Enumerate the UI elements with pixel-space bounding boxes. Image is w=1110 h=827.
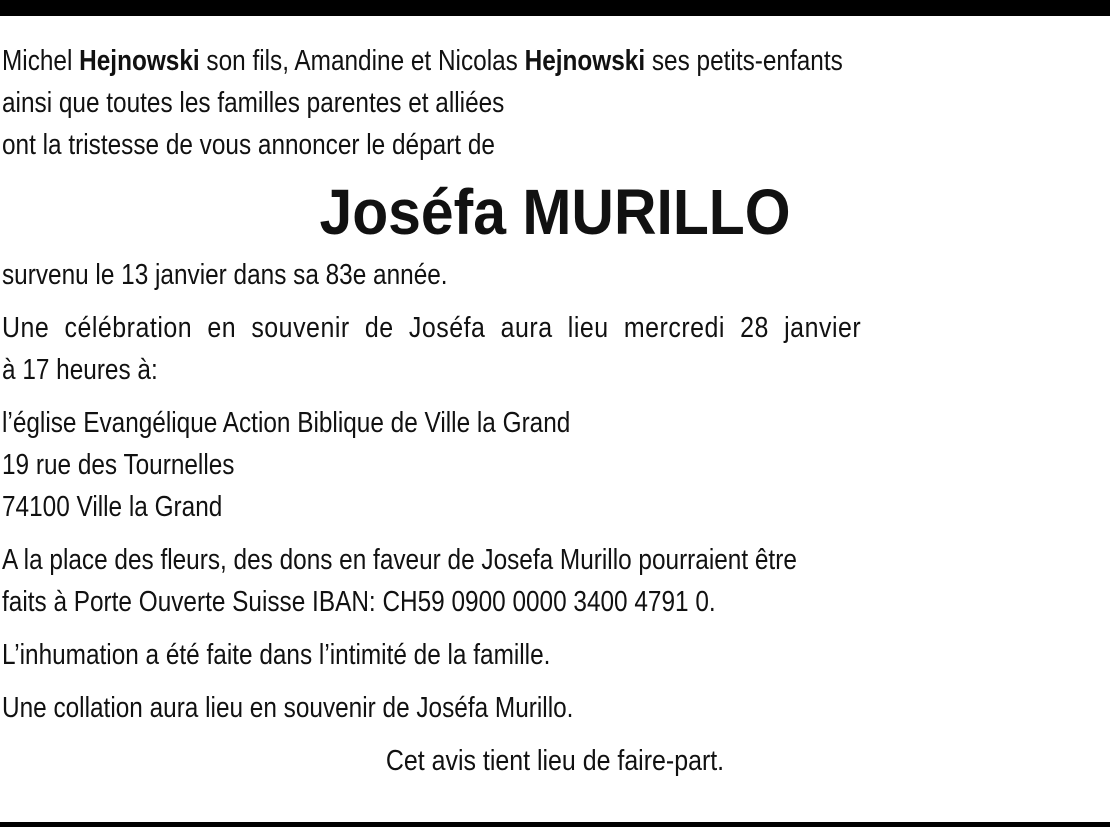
dons-line-2: faits à Porte Ouverte Suisse IBAN: CH59 0900 0000 3400 4791 0. — [2, 586, 716, 618]
celebration-line-2: à 17 heures à: — [2, 354, 158, 386]
surname-hejnowski-1: Hejnowski — [79, 45, 200, 77]
intro-line-2: ainsi que toutes les familles parentes et alliées — [2, 87, 505, 119]
collation-line: Une collation aura lieu en souvenir de Joséfa Murillo. — [2, 692, 574, 724]
obituary-notice — [2, 40, 1108, 782]
intro-text-part-1: Michel — [2, 45, 80, 77]
celebration-line-1: Une célébration en souvenir de Joséfa aura lieu mercredi 28 janvier — [2, 312, 862, 344]
survenu-line: survenu le 13 janvier dans sa 83e année. — [2, 259, 448, 291]
intro-text-part-2: son fils, Amandine et Nicolas — [199, 45, 525, 77]
intro-text-part-3: ses petits-enfants — [645, 45, 843, 77]
top-rule — [0, 0, 1110, 16]
dons-line-1: A la place des fleurs, des dons en faveur de Josefa Murillo pourraient être — [2, 544, 797, 576]
surname-hejnowski-2: Hejnowski — [524, 45, 646, 77]
address-line-3: 74100 Ville la Grand — [2, 491, 223, 523]
closing-line: Cet avis tient lieu de faire-part. — [385, 745, 725, 777]
address-line-1: l’église Evangélique Action Biblique de Ville la Grand — [2, 407, 571, 439]
intro-line-1 — [2, 40, 1107, 82]
deceased-name: Joséfa MURILLO — [319, 176, 791, 248]
bottom-rule — [0, 822, 1110, 827]
address-line-2: 19 rue des Tournelles — [2, 449, 235, 481]
inhumation-line: L’inhumation a été faite dans l’intimité de la famille. — [2, 639, 551, 671]
intro-line-3: ont la tristesse de vous annoncer le départ de — [2, 129, 495, 161]
